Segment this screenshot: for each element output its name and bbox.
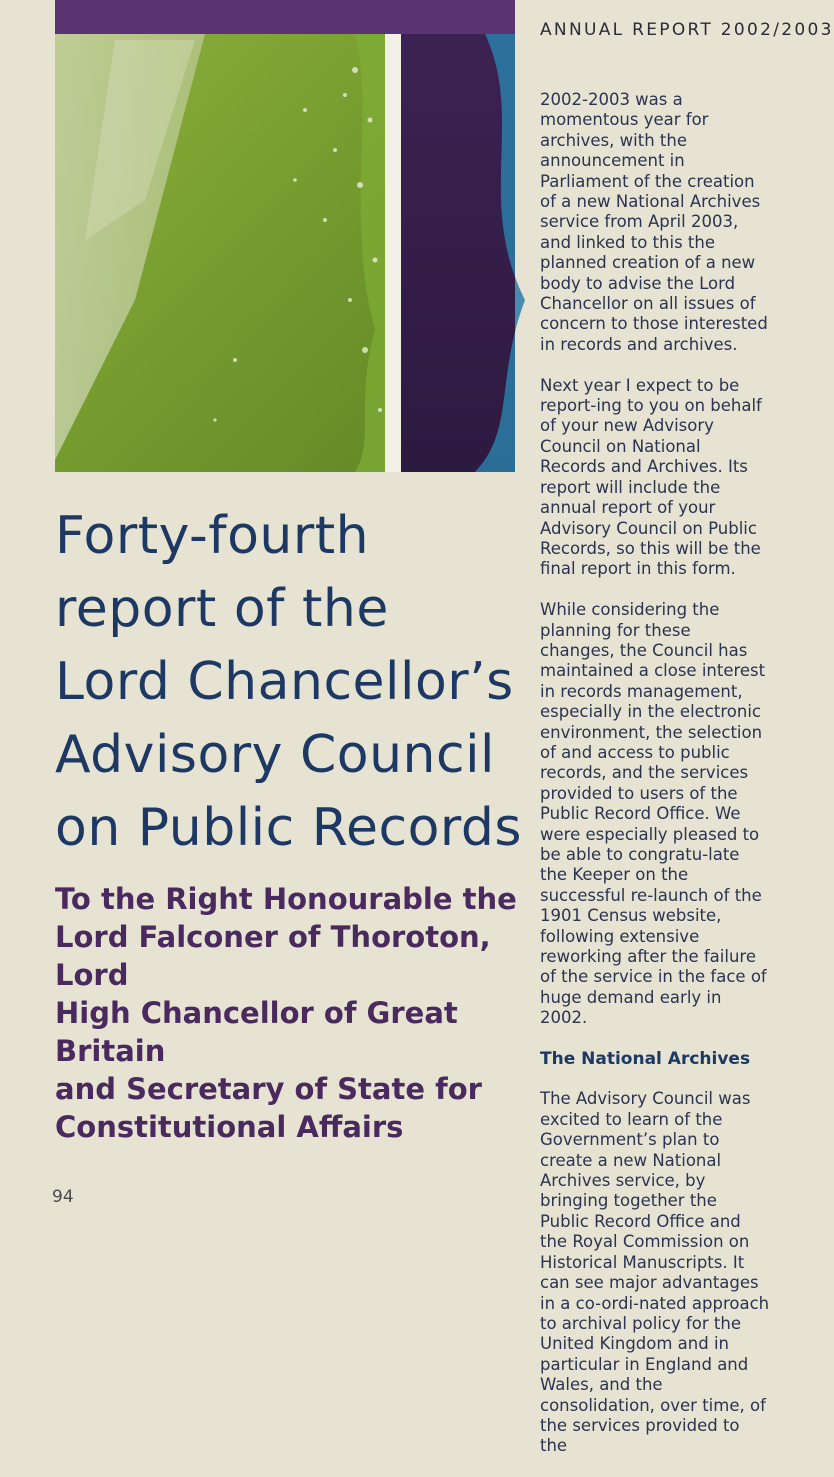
- cover-photo: [55, 0, 515, 472]
- address-line: High Chancellor of Great Britain: [55, 996, 458, 1068]
- address-dedication: [55, 880, 525, 1146]
- body-column: [540, 90, 770, 1477]
- body-paragraph: 2002-2003 was a momentous year for archives, with the announcement in Parliament of the creation of a new National Archives service from April 2003, and linked to this the planned creation of a new body to advise the Lord Chancellor on all issues of concern to those interested in records and archives.: [540, 90, 768, 354]
- report-title: [55, 500, 525, 865]
- title-line: Lord Chancellor’s: [55, 652, 514, 712]
- section-paragraph: The Advisory Council was excited to learn of the Government’s plan to create a new National Archives service, by bringing together the Public Record Office and the Royal Commission on Historical Manuscripts. It can see major advantages in a co-ordi-nated approach to archival policy for the United Kingdom and in particular in England and Wales, and the consolidation, over time, of the services provided to the: [540, 1089, 770, 1456]
- abstract-photo-graphic: [55, 0, 515, 472]
- title-line: Advisory Council: [55, 725, 495, 785]
- section-heading: The National Archives: [540, 1049, 751, 1070]
- title-line: Forty-fourth: [55, 506, 370, 566]
- address-line: and Secretary of State for: [55, 1072, 482, 1106]
- page-number: 94: [52, 1187, 74, 1207]
- address-line: Lord Falconer of Thoroton, Lord: [55, 920, 491, 992]
- title-line: report of the: [55, 579, 389, 639]
- address-line: Constitutional Affairs: [55, 1110, 404, 1144]
- body-paragraph: While considering the planning for these changes, the Council has maintained a close interest in records management, especially in the electronic environment, the selection of and access to public records, and the services provided to users of the Public Record Office. We were especially pleased to be able to congratu-late the Keeper on the successful re-launch of the 1901 Census website, following extensive reworking after the failure of the service in the face of huge demand early in 2002.: [540, 600, 767, 1028]
- address-line: To the Right Honourable the: [55, 882, 517, 916]
- running-head: ANNUAL REPORT 2002/2003: [540, 20, 834, 40]
- body-paragraph: Next year I expect to be report-ing to you on behalf of your new Advisory Council on National Records and Archives. Its report will include the annual report of your Advisory Council on Public Records, so this will be the final report in this form.: [540, 375, 762, 579]
- title-line: on Public Records: [55, 798, 522, 858]
